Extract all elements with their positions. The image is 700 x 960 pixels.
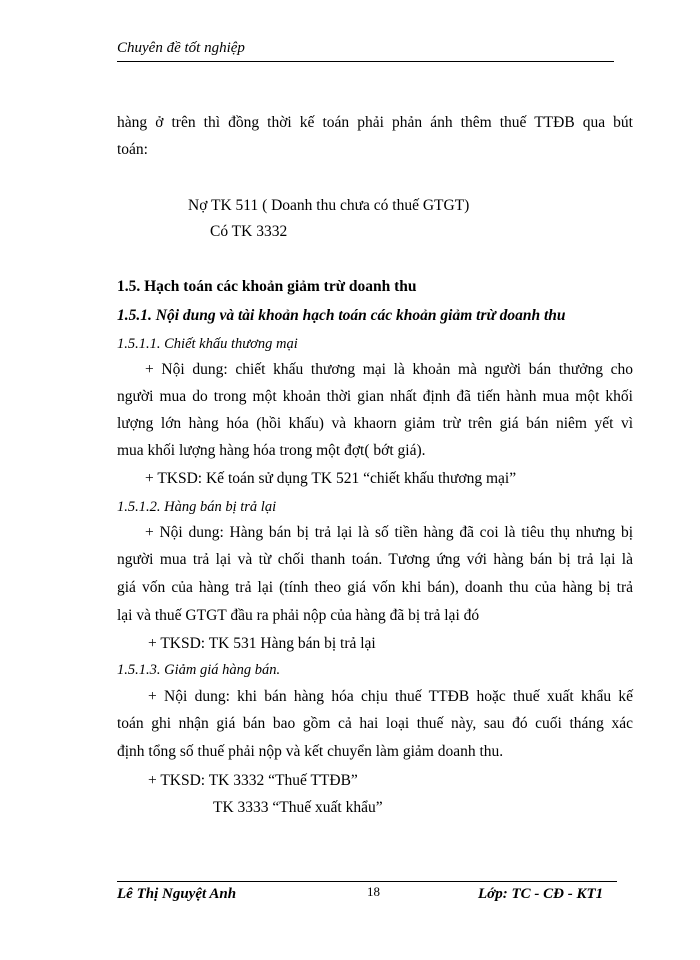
- journal-debit-entry: Nợ TK 511 ( Doanh thu chưa có thuế GTGT): [188, 197, 470, 214]
- paragraph-line: giá vốn của hàng trả lại (tính theo giá vốn khi bán), doanh thu của hàng bị trả: [117, 579, 633, 596]
- paragraph-line: toán ghi nhận giá bán bao gồm cả hai loại thuế này, sau đó cuối tháng xác: [117, 715, 633, 732]
- paragraph-line: người mua do trong một khoản thời gian nhất định đã tiến hành mua một khối: [117, 388, 633, 405]
- header-title: Chuyên đề tốt nghiệp: [117, 40, 245, 56]
- section-heading: 1.5. Hạch toán các khoản giảm trừ doanh thu: [117, 278, 417, 295]
- tksd-line: + TKSD: TK 531 Hàng bán bị trả lại: [148, 635, 376, 652]
- tksd-line: + TKSD: Kế toán sử dụng TK 521 “chiết khấu thương mại”: [145, 470, 517, 487]
- body-line: toán:: [117, 141, 148, 158]
- footer-divider: [117, 881, 617, 882]
- footer-author: Lê Thị Nguyệt Anh: [117, 886, 237, 902]
- page-number: 18: [367, 884, 380, 899]
- paragraph-line: mua khối lượng hàng hóa trong một đợt( bớt giá).: [117, 442, 426, 459]
- tksd-line: + TKSD: TK 3332 “Thuế TTĐB”: [148, 772, 358, 789]
- subsubsection-heading: 1.5.1.3. Giảm giá hàng bán.: [117, 662, 281, 678]
- footer-class: Lớp: TC - CĐ - KT1: [478, 886, 604, 902]
- journal-credit-entry: Có TK 3332: [210, 223, 288, 240]
- paragraph-line: định tổng số thuế phải nộp và kết chuyển làm giảm doanh thu.: [117, 743, 504, 760]
- subsubsection-heading: 1.5.1.1. Chiết khấu thương mại: [117, 336, 298, 352]
- paragraph-line: + Nội dung: khi bán hàng hóa chịu thuế TTĐB hoặc thuế xuất khẩu kế: [148, 688, 633, 705]
- paragraph-line: lượng lớn hàng hóa (hồi khấu) và khaorn giảm trừ trên giá bán niêm yết vì: [117, 415, 633, 432]
- subsection-heading: 1.5.1. Nội dung và tài khoản hạch toán các khoản giảm trừ doanh thu: [117, 307, 566, 324]
- header-divider: [117, 61, 614, 62]
- body-line: hàng ở trên thì đồng thời kế toán phải phản ánh thêm thuế TTĐB qua bút: [117, 114, 633, 131]
- subsubsection-heading: 1.5.1.2. Hàng bán bị trả lại: [117, 499, 277, 515]
- paragraph-line: + Nội dung: Hàng bán bị trả lại là số tiền hàng đã coi là tiêu thụ nhưng bị: [145, 524, 633, 541]
- paragraph-line: người mua trả lại và từ chối thanh toán. Tương ứng với hàng bán bị trả lại là: [117, 551, 633, 568]
- paragraph-line: lại và thuế GTGT đầu ra phải nộp của hàng đã bị trả lại đó: [117, 607, 480, 624]
- tksd-line: TK 3333 “Thuế xuất khẩu”: [213, 799, 383, 816]
- paragraph-line: + Nội dung: chiết khấu thương mại là khoản mà người bán thưởng cho: [145, 361, 633, 378]
